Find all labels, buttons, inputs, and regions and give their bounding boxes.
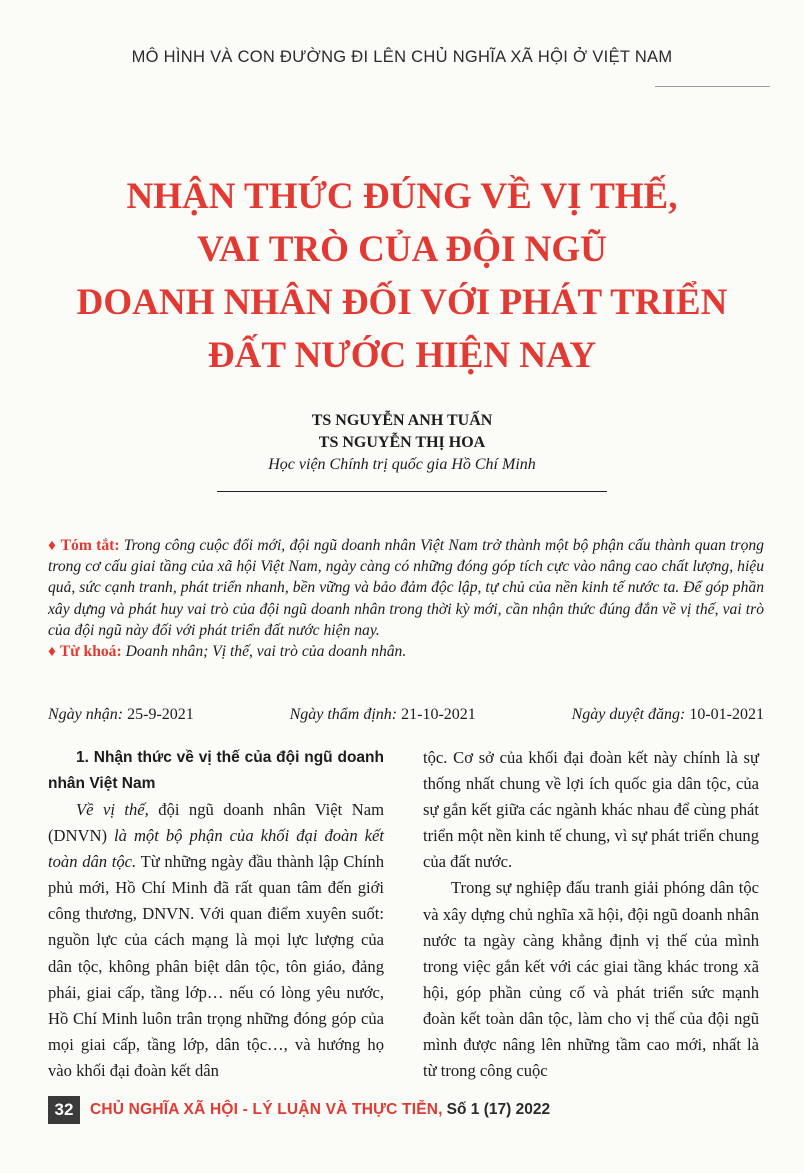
section-heading: 1. Nhận thức về vị thế của đội ngũ doanh nhân Việt Nam bbox=[48, 749, 384, 792]
body-paragraph: Về vị thế, đội ngũ doanh nhân Việt Nam (DNVN) là một bộ phận của khối đại đoàn kết toàn dân tộc. Từ những ngày đầu thành lập Chính phủ mới, Hồ Chí Minh đã rất quan tâm đến giới công thương, DNVN. Với quan điểm xuyên suốt: nguồn lực của cách mạng là mọi lực lượng của dân tộc, không phân biệt dân tộc, tôn giáo, đảng phái, giai cấp, tầng lớp… nếu có lòng yêu nước, Hồ Chí Minh luôn trân trọng những đóng góp của mọi giai cấp, tầng lớp, dân tộc…, và hướng họ vào khối đại đoàn kết dân bbox=[48, 800, 385, 1080]
abstract-summary bbox=[48, 535, 764, 641]
diamond-bullet-icon: ♦ bbox=[48, 537, 57, 554]
title-line: ĐẤT NƯỚC HIỆN NAY bbox=[207, 335, 597, 376]
summary-text: Trong công cuộc đổi mới, đội ngũ doanh nhân Việt Nam trở thành một bộ phận cấu thành quan trọng trong cơ cấu giai tầng của xã hội Việt Nam, ngày càng có những đóng góp tích cực vào nâng cao chất lượng, hiệu quả, sức cạnh tranh, phát triển nhanh, bền vững và bảo đảm độc lập, tự chủ của nền kinh tế nước ta. Để góp phần xây dựng và phát huy vai trò của đội ngũ doanh nhân trong thời kỳ mới, cần nhận thức đúng đắn về vị thế, vai trò của đội ngũ này đối với phát triển đất nước hiện nay. bbox=[48, 537, 764, 639]
body-column-left bbox=[48, 745, 384, 1084]
author-name: TS NGUYỄN THỊ HOA bbox=[318, 434, 486, 451]
abstract bbox=[48, 535, 764, 662]
date-reviewed: Ngày thẩm định: 21-10-2021 bbox=[289, 706, 476, 723]
body-paragraph: tộc. Cơ sở của khối đại đoàn kết này chính là sự thống nhất chung về lợi ích quốc gia dân tộc, của sự gắn kết giữa các ngành khác nhau để cùng phát triển một nền kinh tế chung, vì sự phát triển chung của đất nước. bbox=[423, 748, 759, 872]
date-received: Ngày nhận: 25-9-2021 bbox=[48, 706, 194, 723]
running-head: MÔ HÌNH VÀ CON ĐƯỜNG ĐI LÊN CHỦ NGHĨA XÃ HỘI Ở VIỆT NAM bbox=[131, 48, 673, 66]
page-footer bbox=[48, 1096, 550, 1124]
author-affiliation: Học viện Chính trị quốc gia Hồ Chí Minh bbox=[268, 456, 536, 473]
author-block bbox=[0, 410, 804, 476]
title-line: NHẬN THỨC ĐÚNG VỀ VỊ THẾ, bbox=[126, 176, 678, 217]
author-divider bbox=[217, 491, 607, 492]
keywords-label: Từ khoá: bbox=[59, 643, 122, 661]
body-paragraph: Trong sự nghiệp đấu tranh giải phóng dân tộc và xây dựng chủ nghĩa xã hội, đội ngũ doanh nhân nước ta ngày càng khẳng định vị thế của mình trong việc gắn kết với các giai tầng khác trong xã hội, góp phần củng cố và phát triển sức mạnh đoàn kết toàn dân tộc, làm cho vị thế của đội ngũ mình được nâng lên những tầm cao mới, nhất là từ trong công cuộc bbox=[423, 878, 759, 1081]
page-number: 32 bbox=[48, 1096, 80, 1124]
article-dates bbox=[48, 704, 764, 726]
summary-label: Tóm tắt: bbox=[60, 537, 120, 554]
journal-issue: Số 1 (17) 2022 bbox=[446, 1101, 551, 1118]
diamond-bullet-icon: ♦ bbox=[48, 643, 56, 661]
header-rule bbox=[655, 86, 770, 87]
title-line: DOANH NHÂN ĐỐI VỚI PHÁT TRIỂN bbox=[76, 282, 728, 323]
date-accepted: Ngày duyệt đăng: 10-01-2021 bbox=[571, 706, 764, 723]
title-line: VAI TRÒ CỦA ĐỘI NGŨ bbox=[197, 229, 607, 270]
keywords-text: Doanh nhân; Vị thế, vai trò của doanh nhân. bbox=[125, 643, 407, 661]
journal-name: CHỦ NGHĨA XÃ HỘI - LÝ LUẬN VÀ THỰC TIỄN, bbox=[90, 1101, 443, 1118]
body-column-right bbox=[423, 745, 759, 1084]
author-name: TS NGUYỄN ANH TUẤN bbox=[311, 412, 493, 429]
abstract-keywords bbox=[48, 641, 764, 662]
article-title bbox=[40, 170, 764, 382]
